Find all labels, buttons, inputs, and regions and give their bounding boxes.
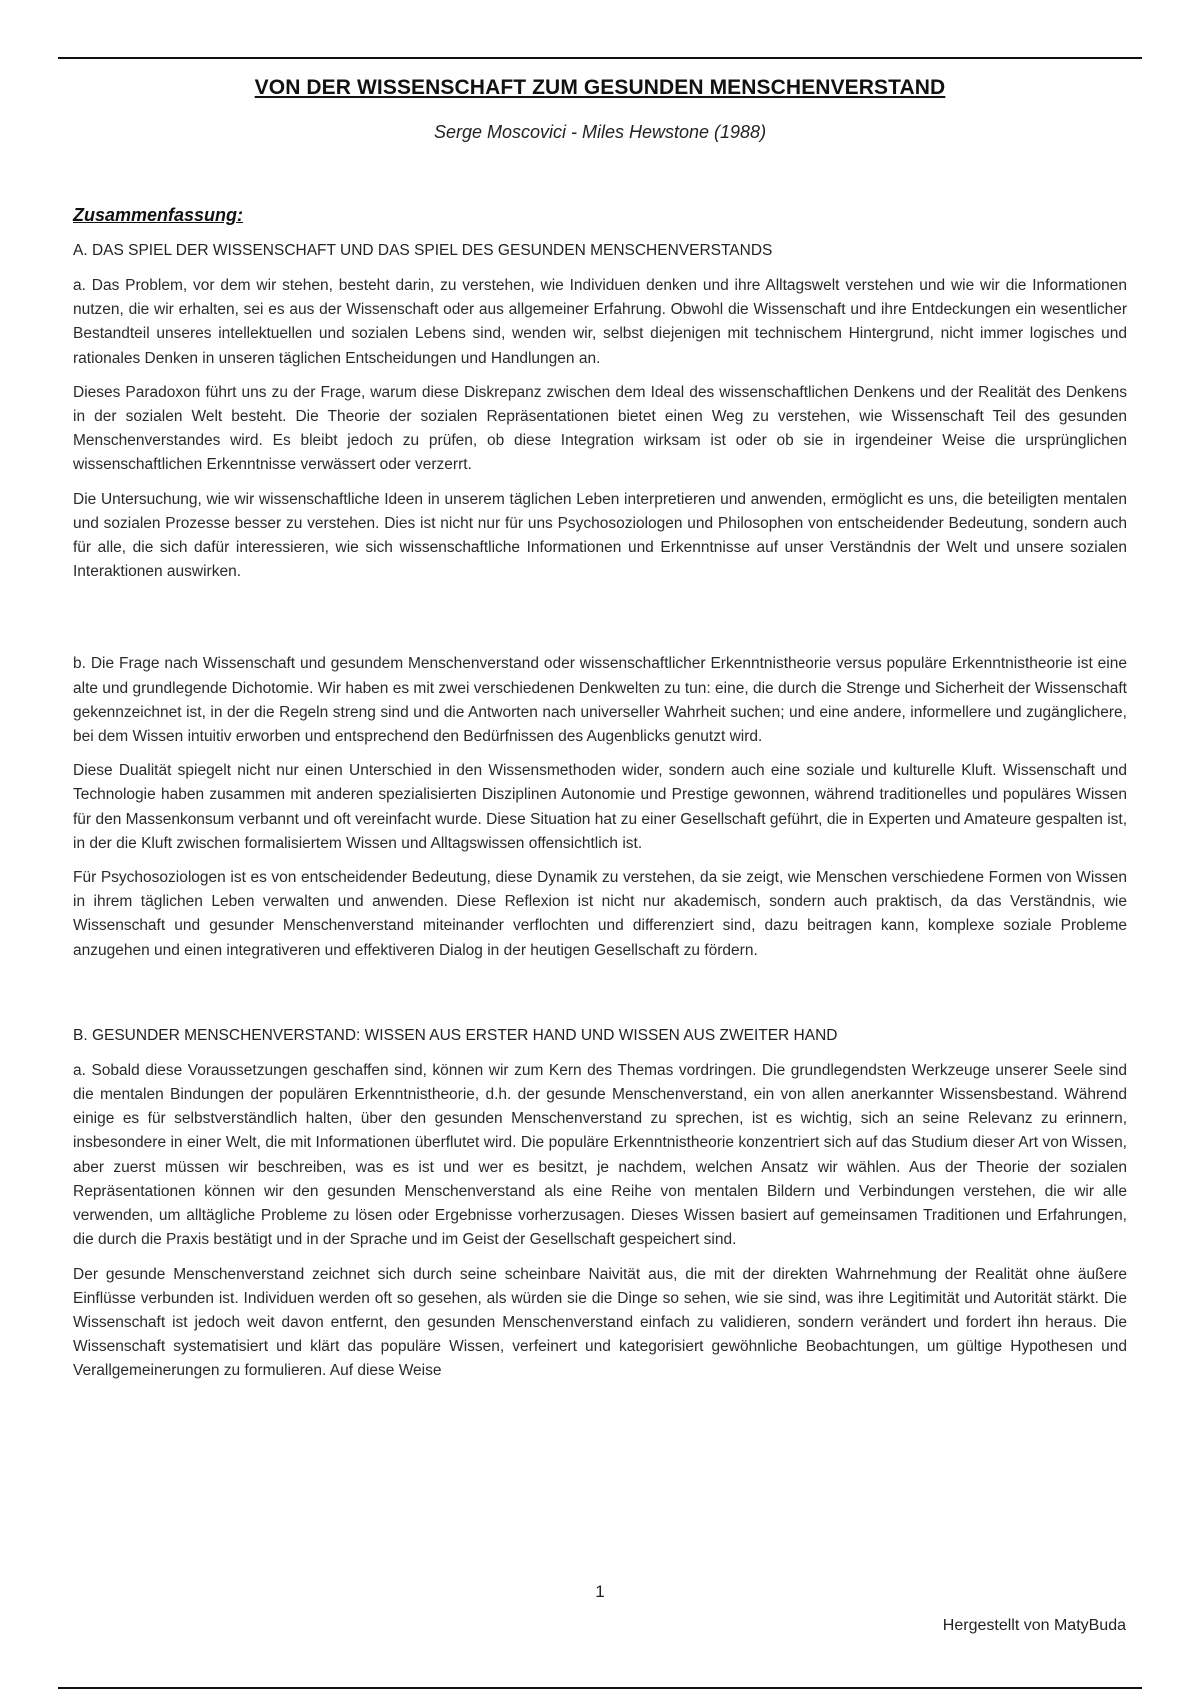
section-b-heading: B. GESUNDER MENSCHENVERSTAND: WISSEN AUS ERSTER HAND UND WISSEN AUS ZWEITER HAND <box>73 1026 838 1044</box>
page-number: 1 <box>595 1582 605 1601</box>
paragraph: Die Untersuchung, wie wir wissenschaftliche Ideen in unserem täglichen Leben interpretieren und anwenden, ermöglicht es uns, die beteiligten mentalen und sozialen Prozesse besser zu verstehen. Dies ist nicht nur für uns Psychosoziologen und Philosophen von entscheidender Bedeutung, sondern auch für alle, die sich dafür interessieren, wie sich wissenschaftliche Informationen und Erkenntnisse auf unser Verständnis der Welt und unsere sozialen Interaktionen auswirken. <box>73 490 1127 581</box>
paragraph: Dieses Paradoxon führt uns zu der Frage, warum diese Diskrepanz zwischen dem Ideal des wissenschaftlichen Denkens und der Realität des Denkens in der sozialen Welt besteht. Die Theorie der sozialen Repräsentationen bietet einen Weg zu verstehen, wie Wissenschaft Teil des gesunden Menschenverstandes wird. Es bleibt jedoch zu prüfen, ob diese Integration wirksam ist oder ob sie in irgendeiner Weise die ursprünglichen wissenschaftlichen Erkenntnisse verwässert oder verzerrt. <box>73 383 1127 474</box>
bottom-rule <box>58 1687 1142 1689</box>
paragraph: Der gesunde Menschenverstand zeichnet sich durch seine scheinbare Naivität aus, die mit der direkten Wahrnehmung der Realität ohne äußere Einflüsse verbunden ist. Individuen werden oft so gesehen, als würden sie die Dinge so sehen, wie sie sind, was ihre Legitimität und Autorität stärkt. Die Wissenschaft ist jedoch weit davon entfernt, den gesunden Menschenverstand einfach zu validieren, sondern verändert und fordert ihn heraus. Die Wissenschaft systematisiert und klärt das populäre Wissen, verfeinert und kategorisiert gewöhnliche Beobachtungen, um gültige Hypothesen und Verallgemeinerungen zu formulieren. Auf diese Weise <box>73 1265 1127 1380</box>
document-body <box>73 205 1127 1394</box>
paragraph: a. Das Problem, vor dem wir stehen, besteht darin, zu verstehen, wie Individuen denken und ihre Alltagswelt verstehen und wie wir die Informationen nutzen, die wir erhalten, sei es aus der Wissenschaft oder aus allgemeiner Erfahrung. Obwohl die Wissenschaft und ihre Entdeckungen ein wesentlicher Bestandteil unseres intellektuellen und sozialen Lebens sind, wenden wir, selbst diejenigen mit technischem Hintergrund, nicht immer logisches und rationales Denken in unseren täglichen Entscheidungen und Handlungen an. <box>73 277 1127 367</box>
paragraph: b. Die Frage nach Wissenschaft und gesundem Menschenverstand oder wissenschaftlicher Erkenntnistheorie versus populäre Erkenntnistheorie ist eine alte und grundlegende Dichotomie. Wir haben es mit zwei verschiedenen Denkwelten zu tun: eine, die durch die Strenge und Sicherheit der Wissenschaft gekennzeichnet ist, in der die Regeln streng sind und die Antworten nach universeller Wahrheit suchen; und eine andere, informellere und zugänglichere, bei dem Wissen intuitiv erworben und entsprechend den Bedürfnissen des Augenblicks genutzt wird. <box>73 655 1127 746</box>
summary-label: Zusammenfassung: <box>73 205 244 225</box>
section-a-heading: A. DAS SPIEL DER WISSENSCHAFT UND DAS SPIEL DES GESUNDEN MENSCHENVERSTANDS <box>73 242 773 259</box>
document-title: VON DER WISSENSCHAFT ZUM GESUNDEN MENSCHENVERSTAND <box>254 76 946 99</box>
section-a <box>73 242 1127 963</box>
spacer <box>73 594 1127 652</box>
section-b <box>73 1027 1127 1384</box>
document-subtitle: Serge Moscovici - Miles Hewstone (1988) <box>433 122 767 142</box>
paragraph: Diese Dualität spiegelt nicht nur einen Unterschied in den Wissensmethoden wider, sondern auch eine soziale und kulturelle Kluft. Wissenschaft und Technologie haben zusammen mit anderen spezialisierten Disziplinen Autonomie und Prestige gewonnen, während traditionelles und populäres Wissen für den Massenkonsum verbannt und oft vereinfacht wurde. Diese Situation hat zu einer Gesellschaft geführt, die in Experten und Amateure gespalten ist, in der die Kluft zwischen formalisiertem Wissen und Alltagswissen offensichtlich ist. <box>73 762 1127 852</box>
paragraph: Für Psychosoziologen ist es von entscheidender Bedeutung, diese Dynamik zu verstehen, da sie zeigt, wie Menschen verschiedene Formen von Wissen in ihrem täglichen Leben verwalten und anwenden. Diese Reflexion ist nicht nur akademisch, sondern auch praktisch, da das Verständnis, wie Wissenschaft und gesunder Menschenverstand miteinander verflochten und differenziert sind, dazu beitragen kann, komplexe soziale Probleme anzugehen und einen integrativeren und effektiveren Dialog in der heutigen Gesellschaft zu fördern. <box>73 869 1127 959</box>
top-rule <box>58 57 1142 59</box>
paragraph: a. Sobald diese Voraussetzungen geschaffen sind, können wir zum Kern des Themas vordringen. Die grundlegendsten Werkzeuge unserer Seele sind die mentalen Bindungen der populären Erkenntnistheorie, d.h. der gesunde Menschenverstand, ein von allen anerkannter Wissensbestand. Während einige es für selbstverständlich halten, über den gesunden Menschenverstand zu sprechen, ist es wichtig, sich an seine Relevanz zu erinnern, insbesondere in einer Welt, die mit Informationen überflutet wird. Die populäre Erkenntnistheorie konzentriert sich auf das Studium dieser Art von Wissen, aber zuerst müssen wir beschreiben, was es ist und wer es besitzt, je nachdem, welchen Ansatz wir wählen. Aus der Theorie der sozialen Repräsentationen können wir den gesunden Menschenverstand als eine Reihe von mentalen Bildern und Verbindungen verstehen, die wir alle verwenden, um alltägliche Probleme zu lösen oder Ergebnisse vorherzusagen. Dieses Wissen basiert auf gemeinsamen Traditionen und Erfahrungen, die durch die Praxis bestätigt und in der Sprache und im Geist der Gesellschaft gespeichert sind. <box>73 1061 1127 1249</box>
spacer <box>73 973 1127 1027</box>
credit-footer: Hergestellt von MatyBuda <box>942 1617 1126 1634</box>
